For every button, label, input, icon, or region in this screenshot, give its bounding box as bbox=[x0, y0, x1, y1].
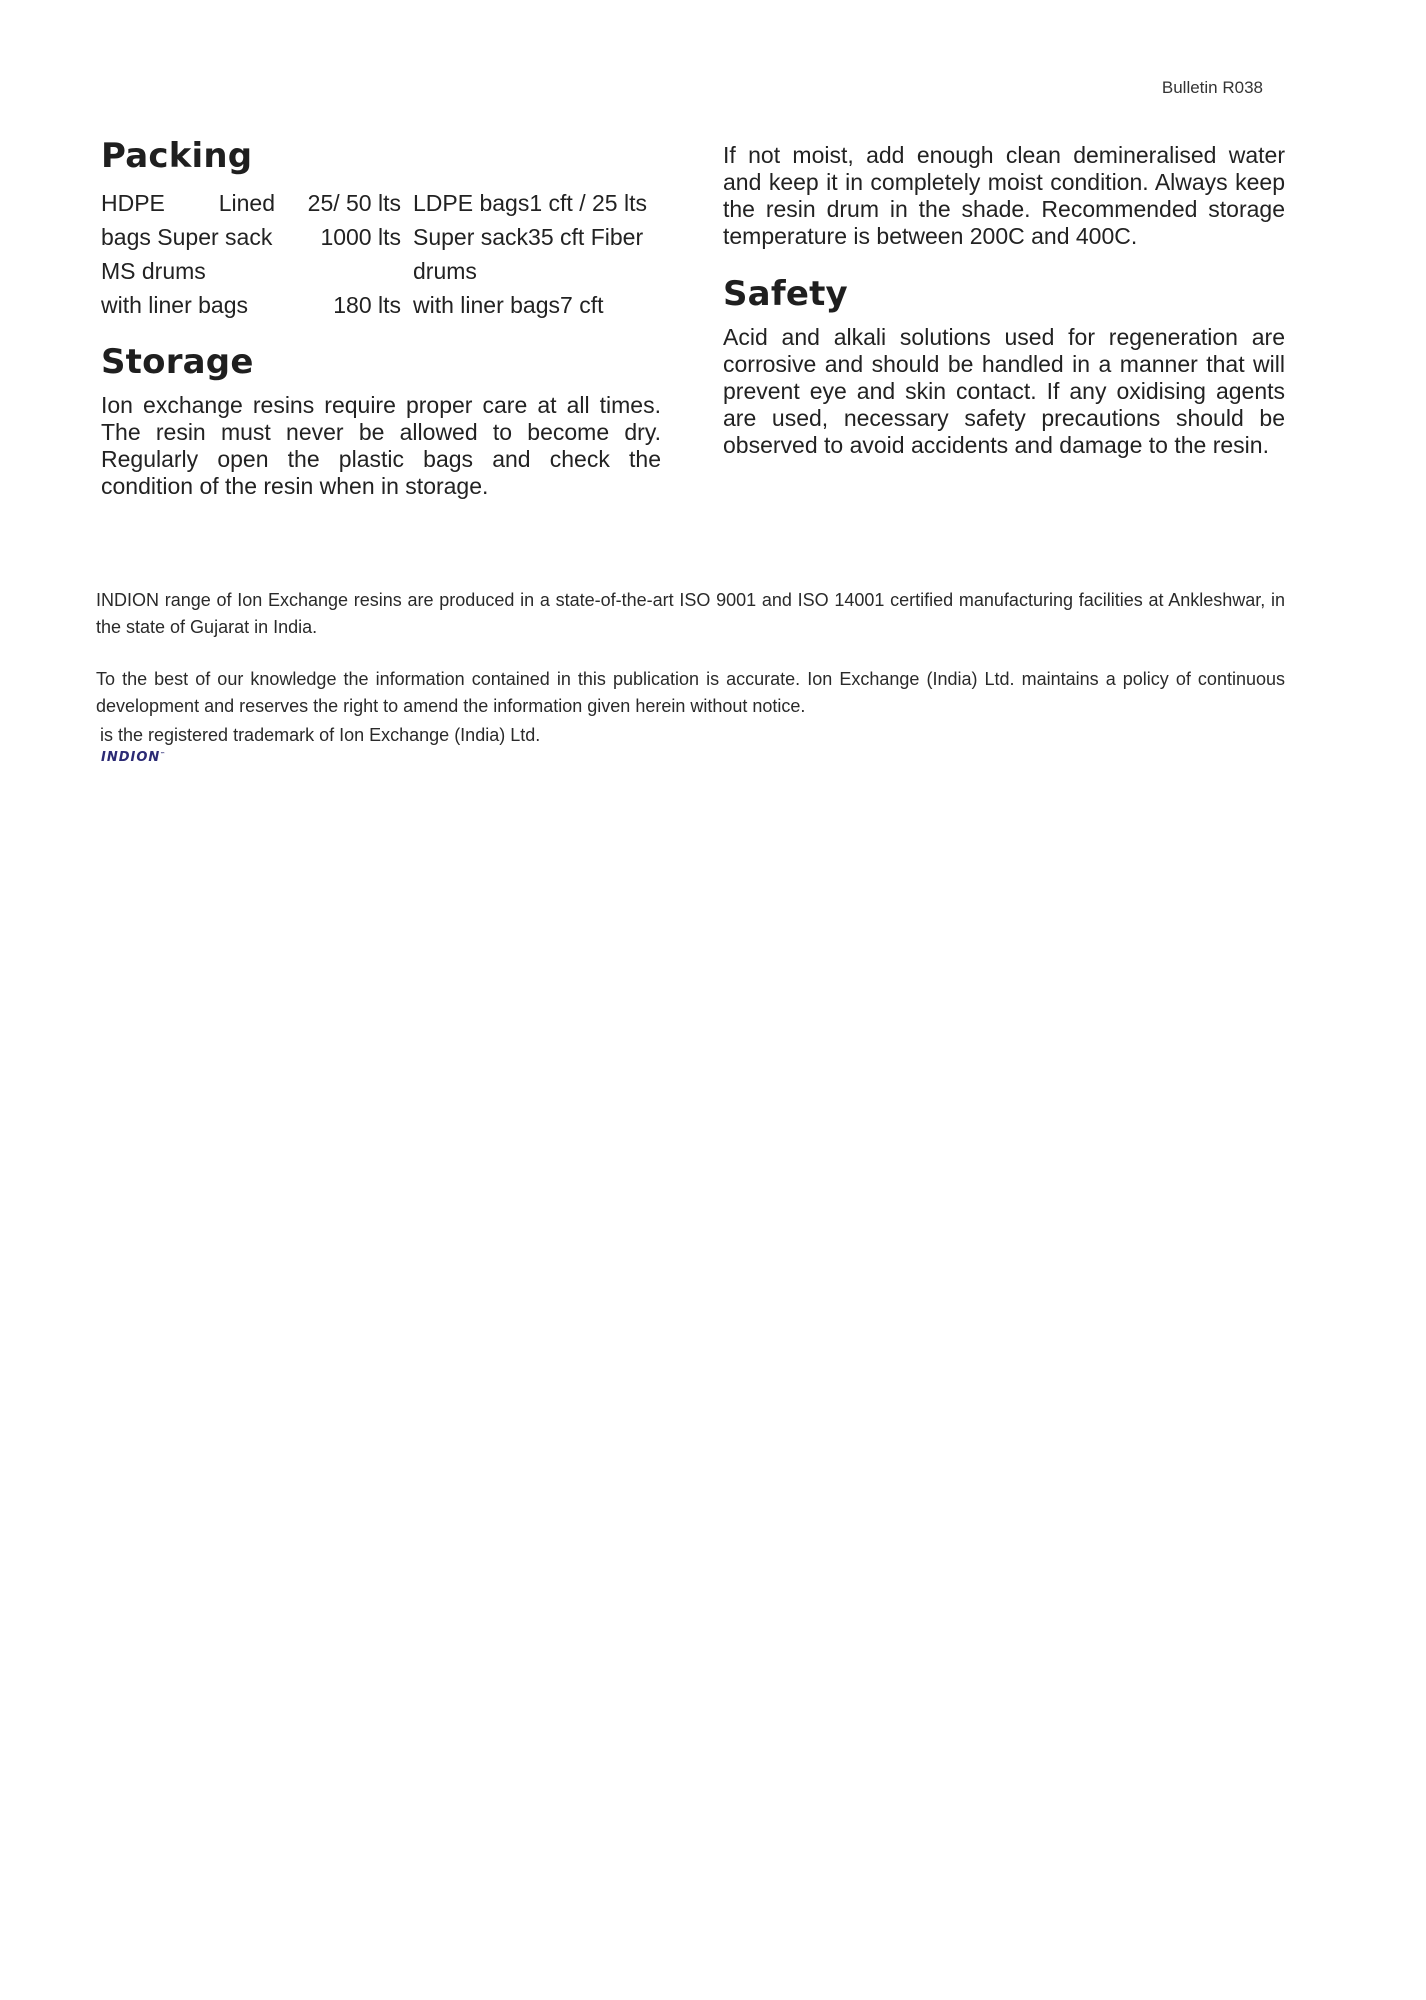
packing-cell: 180 lts bbox=[333, 292, 401, 318]
storage-continued-paragraph: If not moist, add enough clean demineralised water and keep it in completely moist condition. Always keep the resin drum in the shade. Recommended storage temperature is between 200C and 400C. bbox=[723, 142, 1285, 249]
packing-cell: MS drums bbox=[101, 258, 206, 284]
packing-cell bbox=[101, 186, 279, 220]
disclaimer-note bbox=[96, 666, 1285, 720]
safety-heading: Safety bbox=[723, 274, 848, 314]
packing-cell: 1000 lts bbox=[320, 224, 401, 250]
packing-cell: bags Super sack bbox=[101, 224, 273, 250]
safety-paragraph: Acid and alkali solutions used for regeneration are corrosive and should be handled in a manner that will prevent eye and skin contact. If any oxidising agents are used, necessary safety precautions should be observed to avoid accidents and damage to the resin. bbox=[723, 324, 1285, 458]
logo-trademark-mark: ™ bbox=[160, 751, 167, 758]
production-text: INDION range of Ion Exchange resins are produced in a state-of-the-art ISO 9001 and ISO 14001 certified manufacturing facilities at Ankleshwar, in the state of Gujarat in India. bbox=[96, 590, 1285, 637]
production-note bbox=[96, 587, 1285, 641]
packing-cell: 25/ 50 lts bbox=[307, 190, 401, 216]
packing-cell-text: Lined bbox=[218, 190, 275, 216]
storage-paragraph: Ion exchange resins require proper care at all times. The resin must never be allowed to become dry. Regularly open the plastic bags and check the condition of the resin when in storage. bbox=[101, 392, 661, 499]
trademark-text: is the registered trademark of Ion Exchange (India) Ltd. bbox=[100, 725, 541, 745]
left-column bbox=[101, 136, 661, 500]
packing-cell: drums bbox=[413, 258, 477, 284]
packing-heading: Packing bbox=[101, 136, 253, 176]
bulletin-number: Bulletin R038 bbox=[1161, 78, 1263, 97]
indion-logo bbox=[101, 750, 166, 765]
packing-cell-text: HDPE bbox=[101, 190, 165, 216]
packing-cell: Super sack35 cft Fiber bbox=[413, 224, 644, 250]
packing-cell: with liner bags bbox=[101, 292, 249, 318]
storage-heading: Storage bbox=[101, 342, 254, 382]
right-column bbox=[723, 142, 1285, 459]
disclaimer-text: To the best of our knowledge the information contained in this publication is accurate. Ion Exchange (India) Ltd. maintains a policy of continuous development and reserves the right to amend the information given herein without notice. bbox=[96, 669, 1285, 716]
trademark-note bbox=[100, 722, 1289, 749]
packing-cell: with liner bags7 cft bbox=[413, 292, 604, 318]
logo-text: INDION bbox=[101, 750, 161, 765]
packing-cell: LDPE bags1 cft / 25 lts bbox=[413, 190, 647, 216]
packing-table bbox=[101, 186, 661, 322]
packing-cell bbox=[279, 254, 413, 288]
